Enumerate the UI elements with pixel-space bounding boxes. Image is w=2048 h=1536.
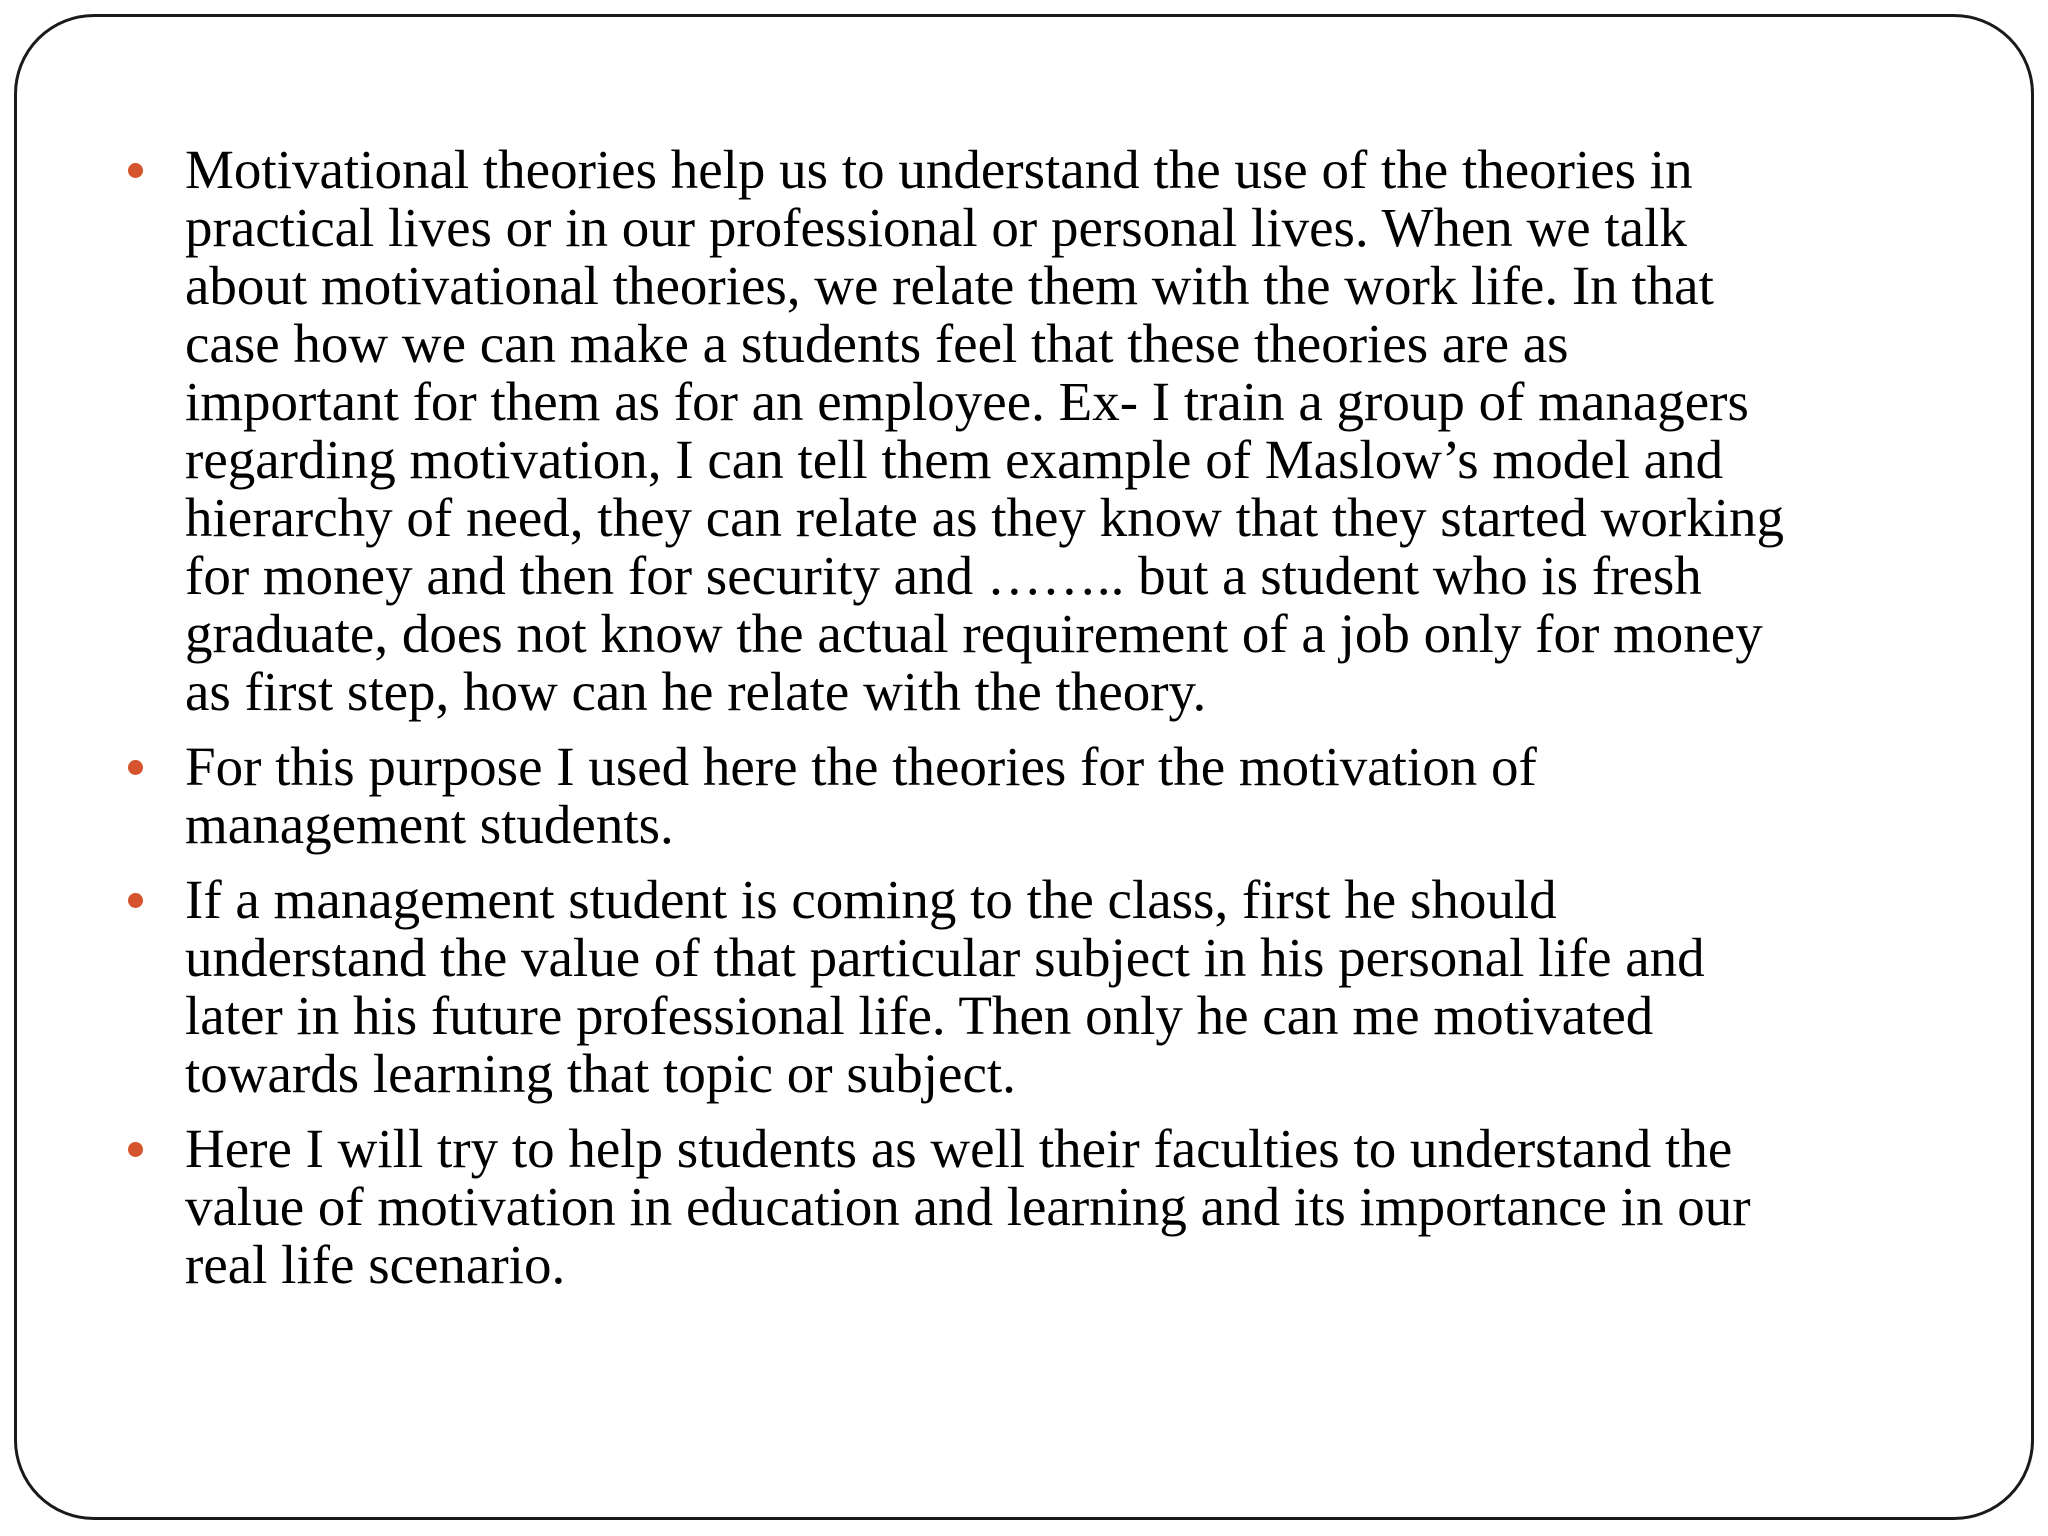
bullet-dot-icon — [128, 893, 143, 908]
bullet-text: Motivational theories help us to understand the use of the theories in practical lives or in our professional or personal lives. When we talk about motivational theories, we relate them with the work life. In that case how we can make a students feel that these theories are as important for them as for an employee. Ex- I train a group of managers regarding motivation, I can tell them example of Maslow’s model and hierarchy of need, they can relate as they know that they started working for money and then for security and …….. but a student who is fresh graduate, does not know the actual requirement of a job only for money as first step, how can he relate with the theory. — [185, 139, 1784, 722]
bullet-item — [125, 141, 1995, 721]
bullet-item — [125, 738, 1995, 854]
bullet-text: For this purpose I used here the theories for the motivation of management students. — [185, 736, 1537, 855]
bullet-dot-icon — [128, 1142, 143, 1157]
bullet-text: If a management student is coming to the class, first he should understand the value of that particular subject in his personal life and later in his future professional life. Then only he can me motivated towards learning that topic or subject. — [185, 869, 1705, 1104]
bullet-item — [125, 871, 1995, 1103]
bullet-list — [125, 141, 1995, 1311]
bullet-item — [125, 1120, 1995, 1294]
bullet-dot-icon — [128, 760, 143, 775]
bullet-dot-icon — [128, 163, 143, 178]
bullet-text: Here I will try to help students as well their faculties to understand the value of motivation in education and learning and its importance in our real life scenario. — [185, 1118, 1751, 1295]
